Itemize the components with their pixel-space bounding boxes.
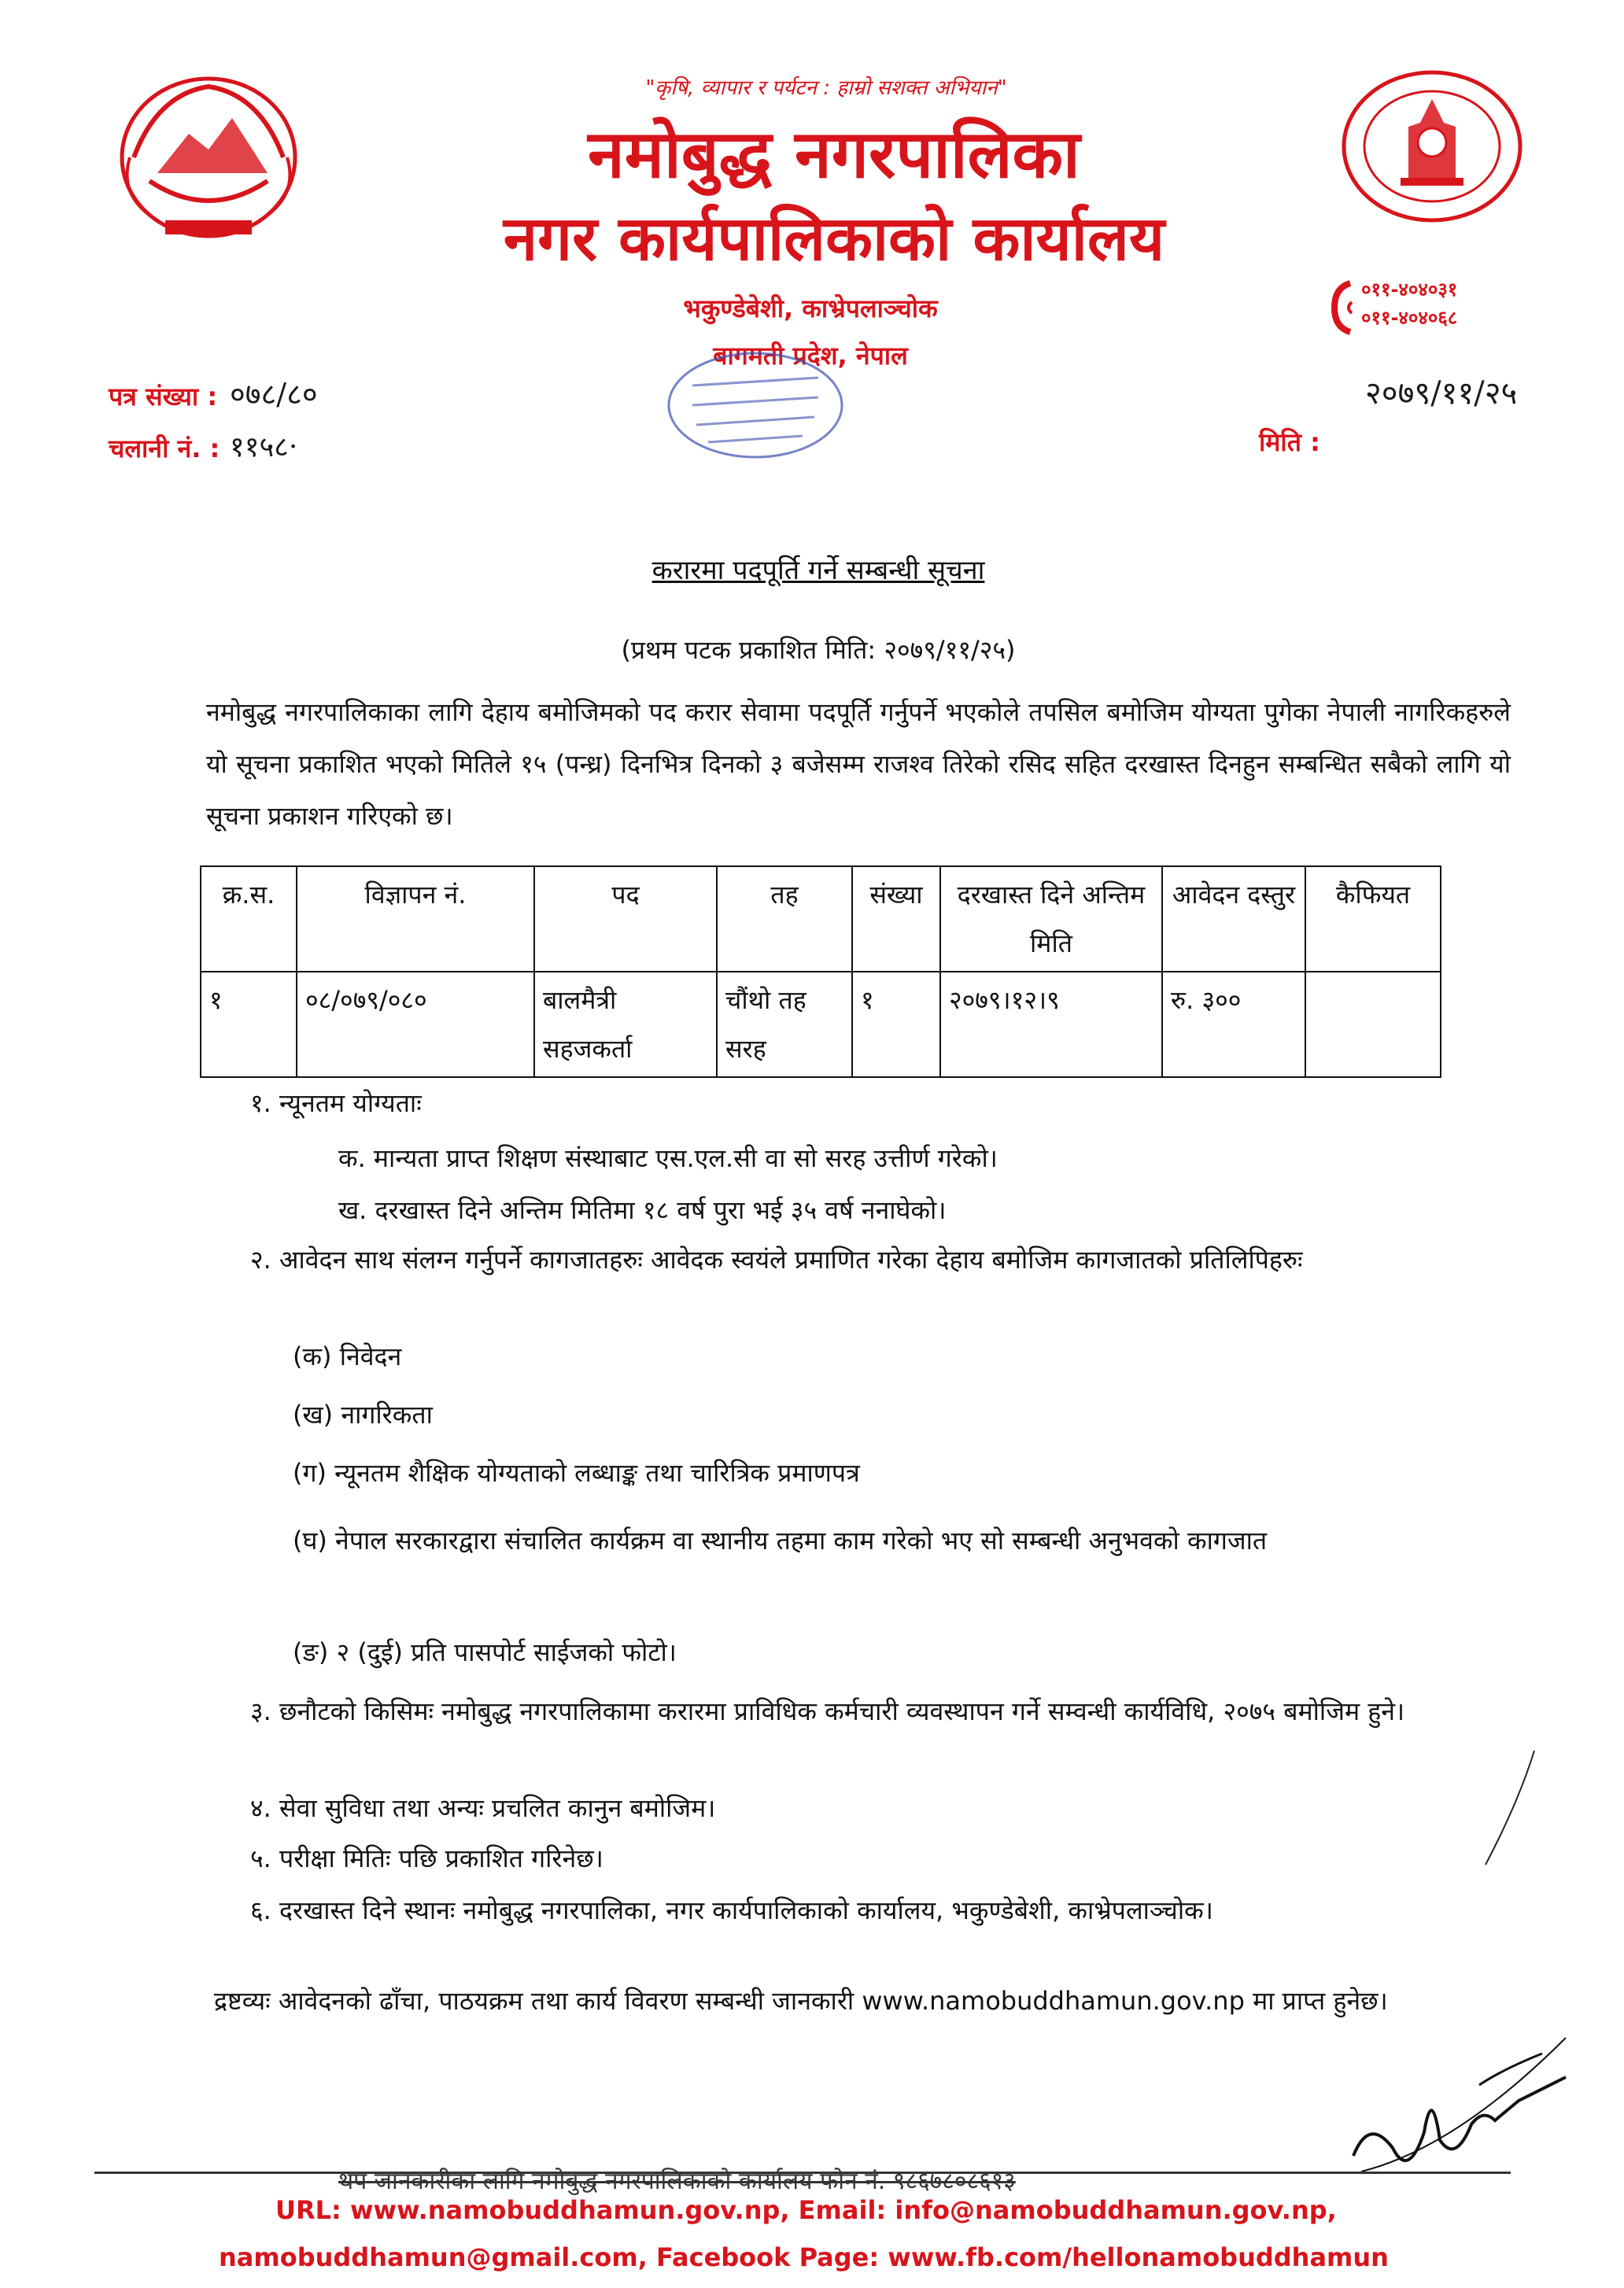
footer-phone-line: थप जानकारीका लागि नमोबुद्ध नगरपालिकाको कार्यालय फोन नं. ९८६७८०८६१३ [338, 2168, 1016, 2195]
col-count: संख्या [852, 866, 940, 972]
documents-heading: २. आवेदन साथ संलग्न गर्नुपर्ने कागजातहरुः आवेदक स्वयंले प्रमाणित गरेका देहाय बमोजिम कागजातको प्रतिलिपिहरुः [250, 1245, 1303, 1275]
table-row [201, 972, 1441, 1077]
office-name: नगर कार्यपालिकाको कार्यालय [503, 204, 1165, 275]
document-item: (ग) न्यूनतम शैक्षिक योग्यताको लब्धाङ्क तथा चारित्रिक प्रमाणपत्र [293, 1458, 860, 1488]
cell-post: बालमैत्री सहजकर्ता [534, 972, 717, 1077]
slogan: "कृषि, व्यापार र पर्यटन : हाम्रो सशक्त अभियान" [645, 76, 1007, 100]
phone-number-1: ०११-४०४०३१ [1361, 279, 1458, 301]
requirement-item: ख. दरखास्त दिने अन्तिम मितिमा १८ वर्ष पुरा भई ३५ वर्ष ननाघेको। [338, 1195, 947, 1225]
letter-number-label: पत्र संख्या : [109, 382, 218, 411]
service-facility: ४. सेवा सुविधा तथा अन्यः प्रचलित कानुन बमोजिम। [250, 1793, 716, 1823]
cell-last-date: २०७९।१२।९ [940, 972, 1162, 1077]
footer-email-facebook: namobuddhamun@gmail.com, Facebook Page: www.fb.com/hellonamobuddhamun [219, 2242, 1389, 2272]
handwritten-date: २०७९/११/२५ [1365, 375, 1518, 411]
vacancy-table [200, 865, 1441, 1078]
municipality-logo [1338, 68, 1526, 228]
cell-serial: १ [201, 972, 297, 1077]
address-line-1: भकुण्डेबेशी, काभ्रेपलाञ्चोक [683, 293, 938, 323]
first-published-date: (प्रथम पटक प्रकाशित मिति: २०७९/११/२५) [621, 635, 1016, 665]
col-last-date: दरखास्त दिने अन्तिम मिति [940, 866, 1162, 972]
cell-count: १ [852, 972, 940, 1077]
document-item: (क) निवेदन [293, 1341, 402, 1371]
cell-advertisement-no: ०८/०७९/०८० [297, 972, 534, 1077]
col-remarks: कैफियत [1305, 866, 1441, 972]
col-advertisement-no: विज्ञापन नं. [297, 866, 534, 972]
notice-intro: नमोबुद्ध नगरपालिकाका लागि देहाय बमोजिमको पद करार सेवामा पदपूर्ति गर्नुपर्ने भएकोले तपसिल बमोजिम योग्यता पुगेका नेपाली नागरिकहरुले यो सूचना प्रकाशित भएको मितिले १५ (पन्ध्र) दिनभित्र दिनको ३ बजेसम्म राजश्व तिरेको रसिद सहित दरखास्त दिनहुन सम्बन्धित सबैको लागि यो सूचना प्रकाशन गरिएको छ। [206, 697, 1511, 831]
office-stamp [661, 346, 850, 467]
phone-icon [1330, 280, 1358, 338]
handwritten-signature [1338, 1991, 1574, 2198]
col-level: तह [717, 866, 852, 972]
municipality-name: नमोबुद्ध नगरपालिका [588, 116, 1080, 193]
phone-number-2: ०११-४०४०६८ [1361, 307, 1458, 329]
requirement-item: क. मान्यता प्राप्त शिक्षण संस्थाबाट एस.एल.सी वा सो सरह उत्तीर्ण गरेको। [338, 1143, 998, 1173]
col-post: पद [534, 866, 717, 972]
dispatch-number-value: ११५८· [230, 431, 298, 463]
nepal-emblem-logo [102, 63, 315, 255]
col-fee: आवेदन दस्तुर [1162, 866, 1305, 972]
exam-date: ५. परीक्षा मितिः पछि प्रकाशित गरिनेछ। [250, 1843, 603, 1873]
letter-number-value: ०७८/८० [230, 377, 318, 411]
pen-mark [1479, 1747, 1542, 1876]
selection-method: ३. छनौटको किसिमः नमोबुद्ध नगरपालिकामा करारमा प्राविधिक कर्मचारी व्यवस्थापन गर्ने सम्वन्धी कार्यविधि, २०७५ बमोजिम हुने। [250, 1696, 1405, 1726]
cell-level: चौंथो तह सरह [717, 972, 852, 1077]
table-header-row [201, 866, 1441, 972]
document-item: (ङ) २ (दुई) प्रति पासपोर्ट साईजको फोटो। [293, 1637, 677, 1667]
address-line-2: बागमती प्रदेश, नेपाल [713, 341, 908, 371]
requirements-heading: १. न्यूनतम योग्यताः [250, 1088, 422, 1118]
cell-fee: रु. ३०० [1162, 972, 1305, 1077]
footer-url-email: URL: www.namobuddhamun.gov.np, Email: info@namobuddhamun.gov.np, [275, 2195, 1337, 2225]
col-serial: क्र.स. [201, 866, 297, 972]
note: द्रष्टव्यः आवेदनको ढाँचा, पाठयक्रम तथा कार्य विवरण सम्बन्धी जानकारी www.namobuddhamun.gov.np मा प्राप्त हुनेछ। [214, 1986, 1388, 2016]
notice-title: करारमा पदपूर्ति गर्ने सम्बन्धी सूचना [651, 555, 985, 586]
document-item: (घ) नेपाल सरकारद्वारा संचालित कार्यक्रम वा स्थानीय तहमा काम गरेको भए सो सम्बन्धी अनुभवको कागजात [293, 1526, 1268, 1555]
phone-numbers [1361, 275, 1457, 332]
cell-remarks [1305, 972, 1441, 1077]
dispatch-number-label: चलानी नं. : [109, 434, 220, 463]
document-item: (ख) नागरिकता [293, 1400, 433, 1430]
date-label: मिति : [1259, 427, 1320, 457]
application-place: ६. दरखास्त दिने स्थानः नमोबुद्ध नगरपालिका, नगर कार्यपालिकाको कार्यालय, भकुण्डेबेशी, काभ्रेपलाञ्चोक। [250, 1895, 1213, 1925]
